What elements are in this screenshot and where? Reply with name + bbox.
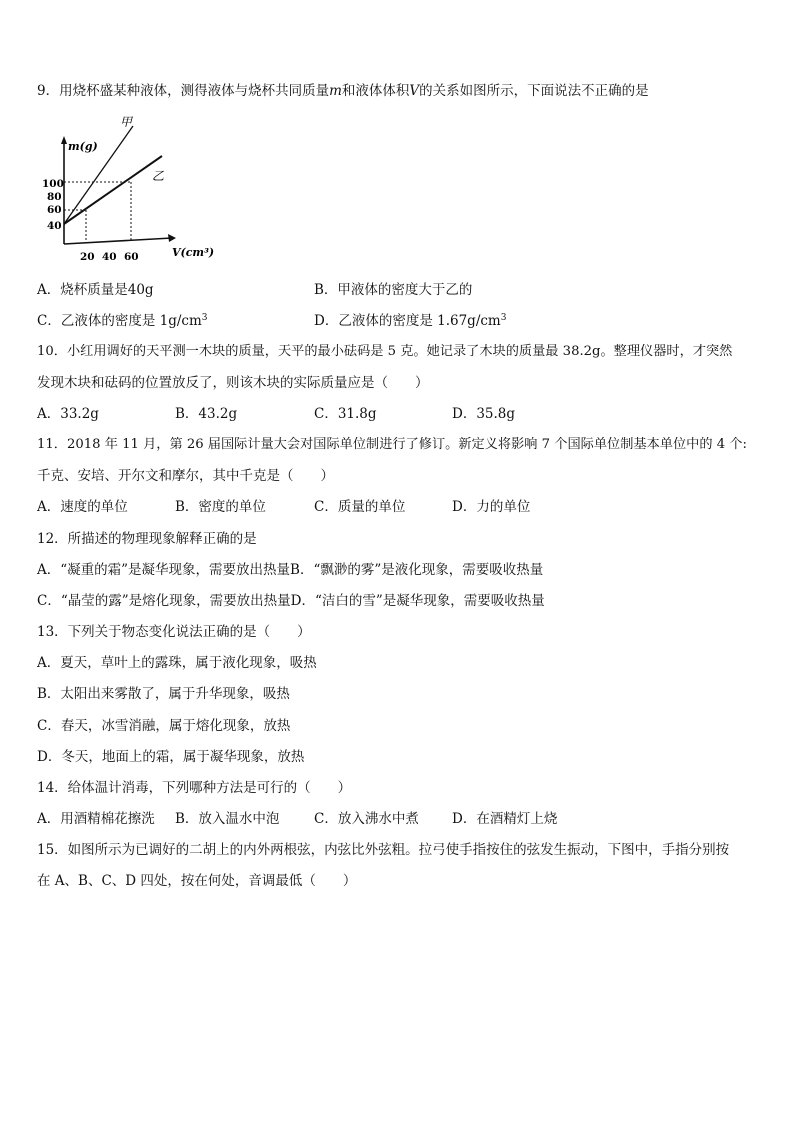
- q14-option-b[interactable]: B．放入温水中泡: [175, 811, 280, 827]
- q10-option-b[interactable]: B．43.2g: [175, 406, 238, 422]
- q13-option-c[interactable]: C．春天，冰雪消融，属于熔化现象，放热: [37, 718, 291, 734]
- x-tick-40: 40: [102, 251, 117, 263]
- q10-option-d[interactable]: D．35.8g: [452, 406, 516, 422]
- q9-mass-volume-graph: [40, 112, 220, 272]
- q9-stem: [37, 81, 649, 101]
- q9-option-d[interactable]: [314, 311, 506, 331]
- q9-option-c-sup: 3: [201, 313, 208, 323]
- x-axis-label: V(cm³): [172, 246, 215, 259]
- y-tick-40: 40: [47, 220, 62, 232]
- q9-option-c[interactable]: [37, 311, 208, 331]
- y-tick-80: 80: [47, 191, 62, 203]
- x-tick-60: 60: [124, 251, 139, 263]
- q11-option-c[interactable]: C．质量的单位: [314, 499, 406, 515]
- q9-stem-part2: 和液体体积: [341, 83, 410, 99]
- line-label-yi: 乙: [152, 169, 165, 183]
- y-tick-100: 100: [42, 178, 64, 190]
- q9-var-m: m: [329, 83, 342, 99]
- q13-option-b[interactable]: B．太阳出来雾散了，属于升华现象，吸热: [37, 686, 290, 702]
- y-axis-arrow: [61, 136, 67, 144]
- q9-option-b[interactable]: [314, 280, 472, 300]
- x-axis-arrow: [168, 234, 176, 242]
- q11-option-d[interactable]: D．力的单位: [452, 499, 531, 515]
- q9-option-c-text: C．乙液体的密度是 1g/cm: [37, 313, 202, 329]
- q11-option-b[interactable]: B．密度的单位: [175, 499, 266, 515]
- q14-stem: 14．给体温计消毒，下列哪种方法是可行的（ ）: [37, 780, 352, 796]
- q10-option-c[interactable]: C．31.8g: [314, 406, 377, 422]
- q9-option-d-sup: 3: [500, 313, 507, 323]
- q9-var-v: V: [409, 83, 420, 99]
- q12-options-ab[interactable]: A．“凝重的霜”是凝华现象，需要放出热量B．“飘渺的雾”是液化现象，需要吸收热量: [37, 562, 544, 578]
- x-tick-20: 20: [80, 251, 95, 263]
- line-yi: [64, 156, 165, 224]
- q11-option-a[interactable]: A．速度的单位: [37, 499, 128, 515]
- q11-stem-line2: 千克、安培、开尔文和摩尔，其中千克是（ ）: [37, 468, 334, 484]
- q10-stem-line2: 发现木块和砝码的位置放反了，则该木块的实际质量应是（ ）: [37, 375, 429, 391]
- q13-stem: 13．下列关于物态变化说法正确的是（ ）: [37, 624, 311, 640]
- q10-stem-line1: 10．小红用调好的天平测一木块的质量，天平的最小砝码是 5 克。她记录了木块的质量最 38.2g。整理仪器时，才突然: [37, 344, 733, 359]
- q9-stem-part1: 9．用烧杯盛某种液体，测得液体与烧杯共同质量: [37, 83, 330, 99]
- y-axis-label: m(g): [68, 140, 98, 153]
- q14-option-a[interactable]: A．用酒精棉花擦洗: [37, 811, 155, 827]
- y-tick-60: 60: [47, 204, 62, 216]
- q12-options-cd[interactable]: C．“晶莹的露”是熔化现象，需要放出热量D．“洁白的雪”是凝华现象，需要吸收热量: [37, 593, 545, 609]
- q9-option-b-text: B．甲液体的密度大于乙的: [314, 282, 473, 298]
- q9-option-a[interactable]: [37, 280, 154, 300]
- q10-option-a[interactable]: A．33.2g: [37, 406, 99, 422]
- q13-option-a[interactable]: A．夏天，草叶上的露珠，属于液化现象，吸热: [37, 655, 317, 671]
- q11-stem-line1: 11．2018 年 11 月，第 26 届国际计量大会对国际单位制进行了修订。新定义将影响 7 个国际单位制基本单位中的 4 个:: [37, 437, 747, 452]
- q9-option-d-text: D．乙液体的密度是 1.67g/cm: [314, 313, 501, 329]
- q9-stem-part3: 的关系如图所示，下面说法不正确的是: [419, 83, 649, 99]
- q15-stem-line1: 15．如图所示为已调好的二胡上的内外两根弦，内弦比外弦粗。拉弓使手指按住的弦发生振动，下图中，手指分别按: [37, 842, 730, 858]
- q14-option-d[interactable]: D．在酒精灯上烧: [452, 811, 558, 827]
- q15-stem-line2: 在 A、B、C、D 四处，按在何处，音调最低（ ）: [37, 873, 357, 889]
- line-label-jia: 甲: [120, 115, 133, 129]
- q12-stem: 12．所描述的物理现象解释正确的是: [37, 531, 257, 547]
- q9-option-a-text: A．烧杯质量是40g: [37, 282, 154, 298]
- q14-option-c[interactable]: C．放入沸水中煮: [314, 811, 419, 827]
- q13-option-d[interactable]: D．冬天，地面上的霜，属于凝华现象，放热: [37, 749, 305, 765]
- x-axis: [64, 238, 172, 244]
